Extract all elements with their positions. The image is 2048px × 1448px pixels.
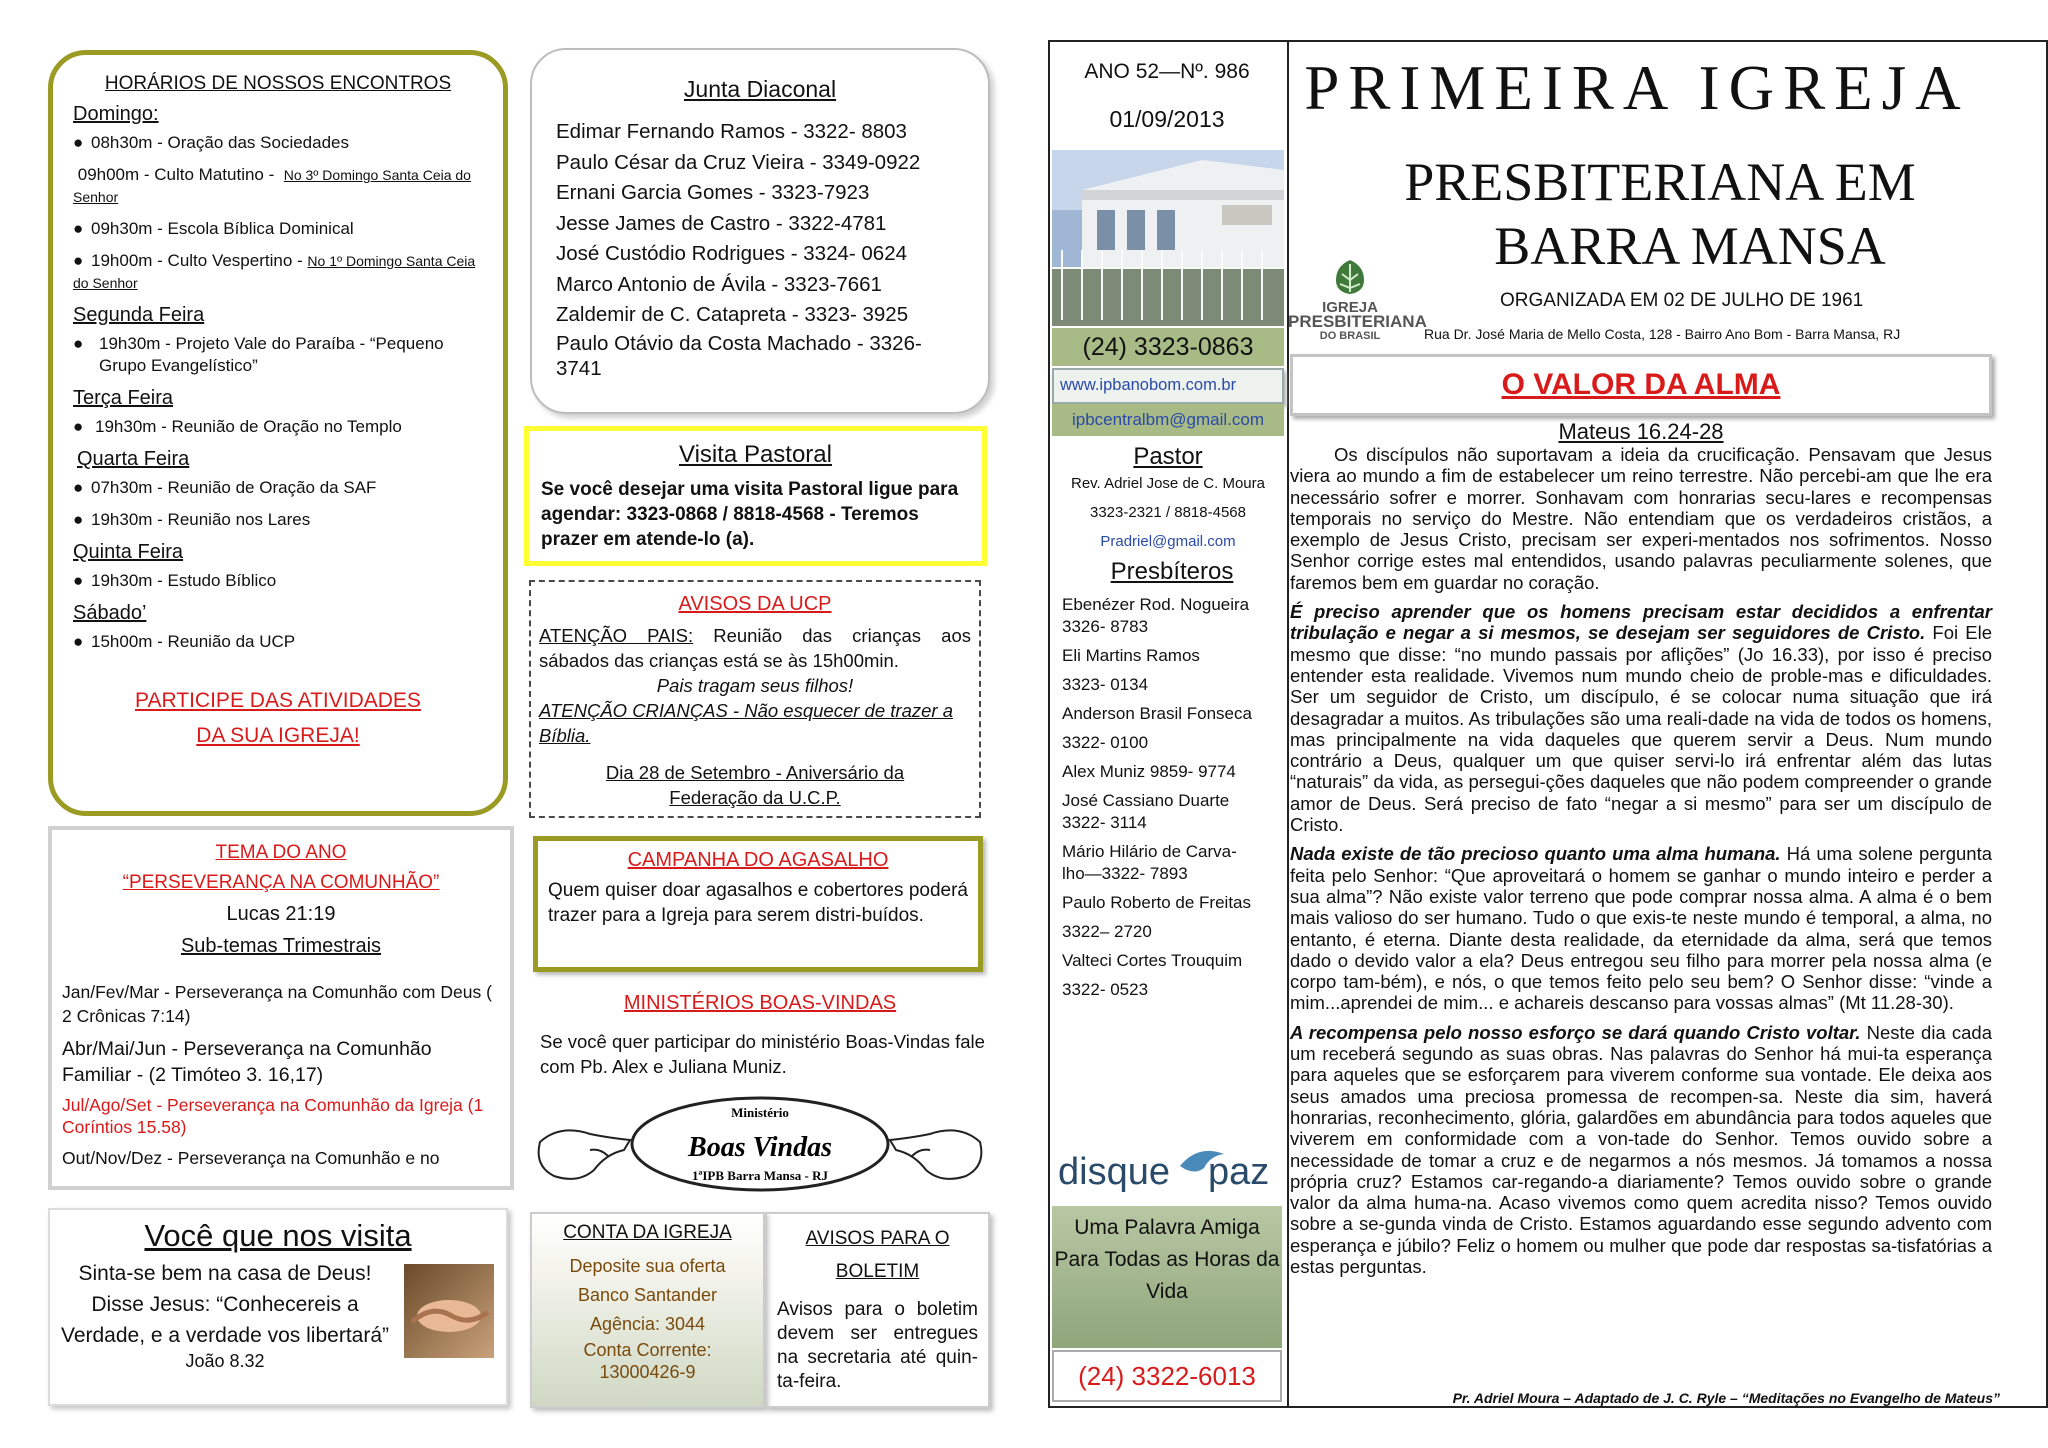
disque-text: disque — [1058, 1151, 1170, 1193]
presbyter-entry: Paulo Roberto de Freitas 3322– 2720 — [1062, 893, 1251, 941]
presbyters-section — [1062, 558, 1282, 1001]
agasalho-box — [533, 836, 983, 972]
presbyter-entry: Alex Muniz 9859- 9774 — [1062, 762, 1236, 781]
bullet-icon: ● — [73, 334, 84, 353]
church-photo — [1052, 150, 1284, 326]
account-bank: Banco Santander — [577, 1285, 718, 1305]
bullet-icon: ● — [73, 510, 84, 529]
subtemas-heading: Sub-temas Trimestrais — [180, 935, 382, 957]
agasalho-text: Quem quiser doar agasalhos e cobertores poderá trazer para a Igreja para serem distri-buídos. — [548, 880, 968, 926]
logo-main-text: Boas Vindas — [688, 1132, 832, 1163]
pastor-name: Rev. Adriel Jose de C. Moura — [1071, 475, 1265, 492]
schedule-item: ● 08h30m - Oração das Sociedades — [73, 133, 349, 152]
presbyter-entry: José Cassiano Duarte 3322- 3114 — [1062, 791, 1230, 832]
deacon-row: Marco Antonio de Ávila - 3323-7661 — [556, 272, 882, 296]
deacon-row: Jesse James de Castro - 3322-4781 — [556, 211, 887, 235]
palavra-amiga-box: Uma Palavra Amiga Para Todas as Horas da Vida — [1052, 1206, 1282, 1348]
schedule-box — [48, 50, 508, 816]
deacon-row: Edimar Fernando Ramos - 3322- 8803 — [556, 120, 907, 143]
bullet-icon: ● — [73, 219, 84, 238]
day-tuesday: Terça Feira — [73, 387, 174, 409]
schedule-item: ● 19h30m - Reunião nos Lares — [73, 510, 311, 529]
presbyter-entry: Anderson Brasil Fonseca 3322- 0100 — [1062, 704, 1252, 752]
logo-word-2: PRESBITERIANA — [1288, 312, 1427, 331]
burning-bush-icon — [1328, 256, 1372, 296]
bullet-icon: ● — [73, 571, 84, 590]
day-wednesday: Quarta Feira — [77, 448, 190, 470]
organized-date: ORGANIZADA EM 02 DE JULHO DE 1961 — [1500, 290, 1864, 311]
article-paragraph: É preciso aprender que os homens precisam estar decididos a enfrentar tribulação e negar a si mesmos, se desejam ser seguidores de Cristo. Foi Ele mesmo que disse: “no mundo passais por aflições” (Jo 16.33), por isso é preciso entender esta realidade. Vivemos num mundo cheio de proble-mas e dificuldades. Ser um seguidor de Cristo, um discípulo, é se colocar numa situação que irá desagradar a muitos. As tribulações são uma reali-dade na vida de todos os homens, mas principalmente na vida daqueles que querem servir a Deus. Num mundo contrário a Deus, qualquer um que quiser servi-lo irá enfrentar além das lutas “naturais” da vida, as persegui-ções daqueles que não podem compreender o grande amor de Deus. Será preciso de fato “negar a si mesmo” para ser um discípulo de Cristo. — [1290, 601, 1993, 836]
subtema-q3: Jul/Ago/Set - Perseverança na Comunhão da Igreja (1 Coríntios 15.58) — [62, 1095, 484, 1137]
presbyter-entry: Valteci Cortes Trouquim 3322- 0523 — [1062, 951, 1243, 999]
disque-paz-phone: (24) 3322-6013 — [1052, 1350, 1282, 1402]
schedule-item: ● 09h30m - Escola Bíblica Dominical — [73, 219, 354, 238]
bullet-icon: ● — [73, 478, 84, 497]
account-number: 13000426-9 — [599, 1362, 696, 1382]
column-divider — [1287, 42, 1289, 1406]
schedule-item: ● 19h30m - Reunião de Oração no Templo — [73, 417, 402, 436]
presbyters-heading: Presbíteros — [1110, 558, 1234, 585]
visitor-title: Você que nos visita — [144, 1218, 412, 1253]
schedule-item: ● 19h30m - Estudo Bíblico — [73, 571, 277, 590]
article-reference: Mateus 16.24-28 — [1558, 419, 1724, 444]
visitor-text: Sinta-se bem na casa de Deus! Disse Jesus: “Conhecereis a Verdade, e a verdade vos libertará” — [60, 1262, 390, 1347]
junta-title: Junta Diaconal — [683, 76, 837, 102]
pastor-section — [1060, 444, 1276, 554]
boas-vindas-box — [530, 992, 990, 1212]
day-thursday: Quinta Feira — [73, 541, 184, 563]
call-to-action: PARTICIPE DAS ATIVIDADES DA SUA IGREJA! — [135, 689, 421, 747]
disque-paz-logo — [1052, 1130, 1282, 1210]
ucp-parents-italic: Pais tragam seus filhos! — [656, 675, 854, 696]
schedule-item: ● 19h30m - Projeto Vale do Paraíba - “Pequeno Grupo Evangelístico” — [73, 334, 444, 375]
visitor-box — [48, 1208, 508, 1406]
deacon-row: Ernani Garcia Gomes - 3323-7923 — [556, 181, 870, 204]
logo-word-3: DO BRASIL — [1319, 330, 1381, 342]
article-title: O VALOR DA ALMA — [1290, 354, 1992, 416]
subtema-q1: Jan/Fev/Mar - Perseverança na Comunhão com Deus ( 2 Crônicas 7:14) — [62, 982, 492, 1026]
tema-do-ano-box — [48, 826, 514, 1190]
article-credit: Pr. Adriel Moura – Adaptado de J. C. Ryle – “Meditações no Evangelho de Mateus” — [1452, 1390, 2000, 1406]
visitor-reference: João 8.32 — [185, 1351, 265, 1371]
tema-title: “PERSEVERANÇA NA COMUNHÃO” — [122, 872, 440, 893]
visita-pastoral-box — [524, 426, 987, 566]
paz-text: paz — [1208, 1151, 1270, 1193]
church-email-link[interactable]: ipbcentralbm@gmail.com — [1052, 404, 1284, 436]
account-line: Deposite sua oferta — [569, 1256, 726, 1276]
article-paragraph: Os discípulos não suportavam a ideia da crucificação. Pensavam que Jesus viera ao mundo a fim de estabelecer um reino terrestre. Não percebi-am que lhe era necessário sofrer e morrer. Sonhavam com honrarias secu-lares e recompensas temporais no serviço do Mestre. Não entendiam que os verdadeiros cristãos, a exemplo de Jesus Cristo, precisam ser experi-mentados nos sofrimentos. Nosso Senhor corrige estes mal entendidos, usando palavras peculiarmente solenes, que faremos bem em guardar no coração. — [1290, 444, 1992, 593]
masthead-line3: BARRA MANSA — [1494, 216, 1886, 276]
subtema-q2: Abr/Mai/Jun - Perseverança na Comunhão Familiar - (2 Timóteo 3. 16,17) — [62, 1038, 432, 1086]
pastor-heading: Pastor — [1133, 443, 1203, 470]
deacon-row: Zaldemir de C. Catapreta - 3323- 3925 — [556, 303, 909, 326]
schedule-item: ● 19h00m - Culto Vespertino - No 1º Domingo Santa Ceia do Senhor — [73, 251, 476, 291]
pastor-phone: 3323-2321 / 8818-4568 — [1090, 504, 1246, 521]
logo-top-text: Ministério — [731, 1105, 789, 1120]
ucp-children-notice: ATENÇÃO CRIANÇAS - Não esquecer de trazer a Bíblia. — [539, 700, 953, 746]
account-agency: Agência: 3044 — [589, 1314, 706, 1334]
pastor-email-link[interactable]: Pradriel@gmail.com — [1100, 533, 1236, 550]
article-paragraph: Nada existe de tão precioso quanto uma alma humana. Há uma solene pergunta feita pelo Senhor: “Que aproveitará o homem se ganhar o mundo inteiro e perder a sua alma”? Não existe valor terreno que pode comprar nossa alma. A alma é o bem mais valioso do ser humano. Tudo o que exis-te neste mundo é temporal, a alma, no entanto, é eterna. Diante desta realidade, da eternidade da alma, será que temos dado o devido valor a ela? Deus entregou seu filho para morrer pela nossa alma (e corpo tam-bém), e nós, o que temos feito pelo seu bem? O Senhor disse: “vinde a mim...aprendei de mim... e achareis descanso para vossas almas” (Mt 11.28-30). — [1290, 843, 1992, 1014]
church-website-link[interactable]: www.ipbanobom.com.br — [1052, 368, 1284, 404]
article-paragraph: A recompensa pelo nosso esforço se dará quando Cristo voltar. Neste dia cada um receberá segundo as suas obras. Nas palavras do Senhor há mui-ta esperança para aqueles que se esforçarem para viverem conforme sua vontade. Ele deixa aos seus amados uma preciosa promessa de recompen-sa. Neste dia sim, haverá honrarias, reconhecimento, glória, galardões em abundância para todos aqueles que viverem em conformidade com a von-tade do Senhor. Temos ouvido sobre a necessidade de tomar a cruz e de negarmos a nós mesmos. Já tomamos a nossa própria cruz? Estamos car-regando-a diariamente? Temos ouvido sobre o grande valor da alma huma-na. Acaso vivemos como quem acredita nisso? Temos ouvido sobre a se-gunda vinda de Cristo. Estamos aguardando esse segundo advento com esperança e júbilo? Feliz o homem ou mulher que pode dar respostas sa-tisfatórias a estas perguntas. — [1290, 1021, 1992, 1277]
schedule-title: HORÁRIOS DE NOSSOS ENCONTROS — [104, 73, 452, 94]
visita-title: Visita Pastoral — [679, 441, 832, 468]
masthead-line2: PRESBITERIANA EM — [1404, 152, 1916, 212]
logo-word-1: IGREJA — [1322, 299, 1378, 316]
masthead-line1: PRIMEIRA IGREJA — [1304, 53, 1970, 123]
boas-vindas-text: Se você quer participar do ministério Boas-Vindas fale com Pb. Alex e Juliana Muniz. — [540, 1031, 985, 1077]
bulletin-notices-box — [765, 1212, 990, 1408]
bullet-icon: ● — [73, 133, 84, 152]
schedule-item: ● 15h00m - Reunião da UCP — [73, 632, 296, 651]
account-title: CONTA DA IGREJA — [563, 1222, 732, 1243]
welcome-hand-right-icon — [890, 1130, 981, 1178]
church-account-box — [530, 1212, 765, 1408]
day-sunday: Domingo: — [73, 103, 159, 125]
day-monday: Segunda Feira — [73, 304, 205, 326]
tema-heading: TEMA DO ANO — [215, 842, 347, 863]
church-phone: (24) 3323-0863 — [1052, 328, 1284, 366]
issue-date: 01/09/2013 — [1109, 106, 1225, 132]
logo-bottom-text: 1ªIPB Barra Mansa - RJ — [691, 1168, 829, 1183]
bullet-icon: ● — [73, 417, 84, 436]
junta-diaconal-box — [530, 48, 990, 414]
subtema-q4: Out/Nov/Dez - Perseverança na Comunhão e no — [62, 1148, 440, 1168]
presbyter-entry: Ebenézer Rod. Nogueira 3326- 8783 — [1062, 595, 1250, 636]
deacon-row: José Custódio Rodrigues - 3324- 0624 — [556, 242, 907, 265]
bulletin-text: Avisos para o boletim devem ser entregues na secretaria até quin-ta-feira. — [777, 1299, 978, 1392]
presbyter-entry: Eli Martins Ramos 3323- 0134 — [1062, 646, 1200, 694]
boas-vindas-logo — [530, 1092, 990, 1204]
account-label: Conta Corrente: — [583, 1340, 712, 1360]
visita-text: Se você desejar uma visita Pastoral ligue para agendar: 3323-0868 / 8818-4568 - Teremos prazer em atende-lo (a). — [541, 479, 959, 550]
bullet-icon: ● — [73, 251, 84, 270]
issue-number: ANO 52—Nº. 986 — [1084, 60, 1250, 83]
agasalho-title: CAMPANHA DO AGASALHO — [627, 849, 889, 871]
ipb-logo — [1288, 256, 1427, 358]
deacon-row: Paulo Otávio da Costa Machado - 3326-3741 — [556, 331, 922, 380]
boas-vindas-title: MINISTÉRIOS BOAS-VINDAS — [623, 992, 897, 1014]
ucp-title: AVISOS DA UCP — [678, 593, 832, 615]
welcome-hand-left-icon — [539, 1130, 630, 1178]
deacon-row: Paulo César da Cruz Vieira - 3349-0922 — [556, 150, 921, 174]
presbyter-entry: Mário Hilário de Carva- lho—3322- 7893 — [1062, 842, 1237, 883]
article-body — [1290, 420, 1992, 1285]
schedule-item: 09h00m - Culto Matutino - No 3º Domingo Santa Ceia do Senhor — [73, 165, 471, 205]
bulletin-title: AVISOS PARA O BOLETIM — [805, 1228, 950, 1282]
handshake-photo — [404, 1264, 494, 1358]
schedule-item: ● 07h30m - Reunião de Oração da SAF — [73, 478, 377, 497]
ucp-notices-box — [529, 580, 981, 818]
tema-reference: Lucas 21:19 — [226, 903, 336, 925]
bullet-icon: ● — [73, 632, 84, 651]
day-saturday: Sábado’ — [73, 602, 147, 624]
ucp-anniversary: Dia 28 de Setembro - Aniversário da Federação da U.C.P. — [605, 762, 905, 808]
ucp-parents-notice: ATENÇÃO PAIS: Reunião das crianças aos sábados das crianças está se às 15h00min. — [539, 625, 971, 671]
church-address: Rua Dr. José Maria de Mello Costa, 128 - Bairro Ano Bom - Barra Mansa, RJ — [1424, 326, 1901, 342]
issue-info — [1052, 60, 1282, 133]
